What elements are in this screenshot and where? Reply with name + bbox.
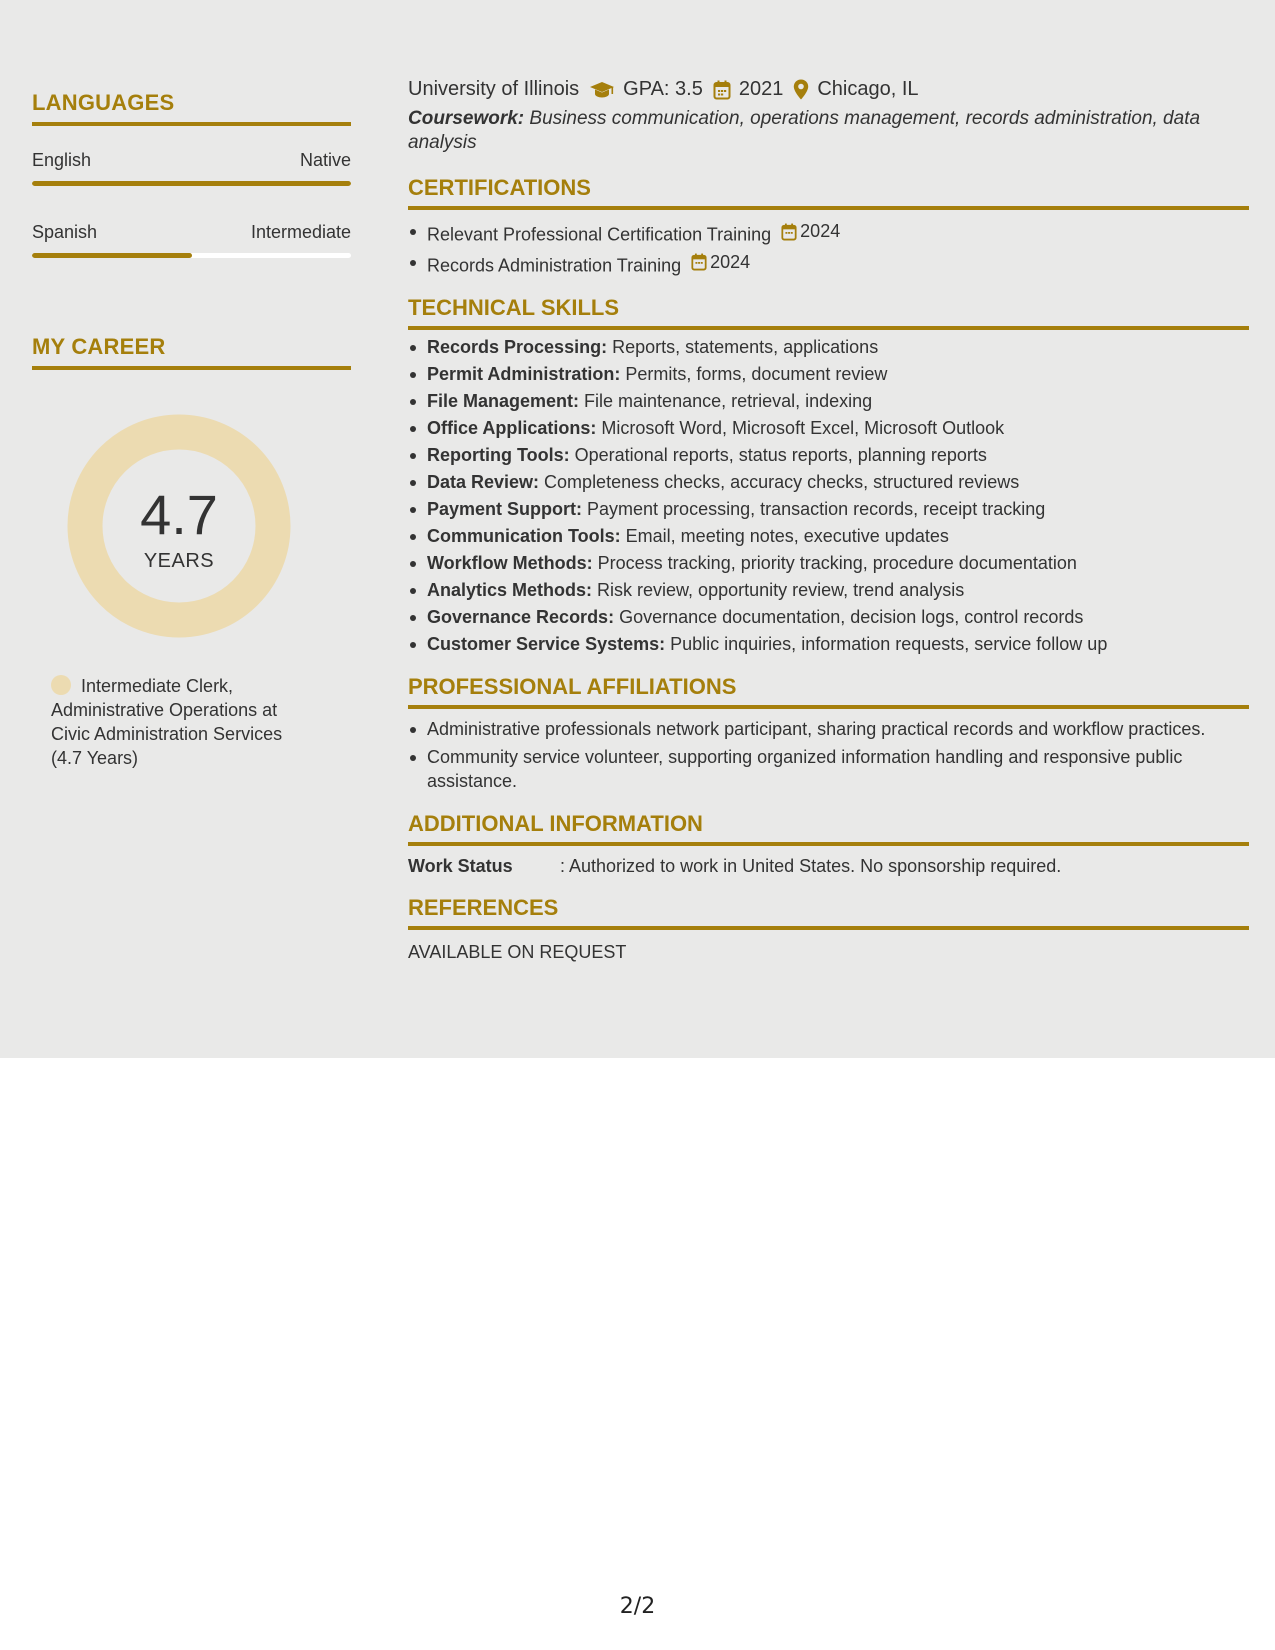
list-item bbox=[408, 218, 1249, 249]
language-proficiency-bar bbox=[32, 181, 351, 186]
skill-category: Customer Service Systems: bbox=[427, 634, 666, 654]
skill-details: Completeness checks, accuracy checks, structured reviews bbox=[539, 472, 1020, 492]
career-legend-text: Intermediate Clerk, Administrative Operations at Civic Administration Services (4.7 Years) bbox=[51, 676, 283, 768]
education-gpa: GPA: 3.5 bbox=[623, 78, 703, 100]
section-divider bbox=[408, 842, 1249, 846]
education-line bbox=[408, 78, 1249, 101]
certification-name: Relevant Professional Certification Training bbox=[427, 224, 772, 245]
list-item: Administrative professionals network participant, sharing practical records and workflow practices. bbox=[408, 717, 1249, 741]
career-donut-chart bbox=[67, 414, 291, 638]
skill-details: Public inquiries, information requests, service follow up bbox=[665, 634, 1108, 654]
skill-category: Records Processing: bbox=[427, 337, 608, 357]
skill-details: Operational reports, status reports, planning reports bbox=[569, 445, 987, 465]
graduation-cap-icon bbox=[589, 81, 615, 99]
calendar-icon bbox=[713, 80, 731, 100]
education-location: Chicago, IL bbox=[817, 78, 919, 100]
technical-skills-list bbox=[408, 334, 1249, 658]
skill-category: Communication Tools: bbox=[427, 526, 621, 546]
calendar-icon bbox=[781, 223, 797, 241]
skill-details: Microsoft Word, Microsoft Excel, Microsoft Outlook bbox=[596, 418, 1005, 438]
skill-details: Process tracking, priority tracking, procedure documentation bbox=[592, 553, 1077, 573]
map-pin-icon bbox=[793, 79, 809, 100]
language-item-english bbox=[32, 150, 351, 186]
legend-dot-icon bbox=[51, 675, 71, 695]
list-item bbox=[408, 388, 1249, 415]
affiliations-section bbox=[408, 674, 1249, 793]
references-title: REFERENCES bbox=[408, 895, 559, 920]
certifications-section bbox=[408, 175, 1249, 279]
language-proficiency-fill bbox=[32, 253, 192, 258]
affiliations-list bbox=[408, 717, 1249, 793]
skill-details: Reports, statements, applications bbox=[607, 337, 879, 357]
career-section bbox=[32, 334, 351, 370]
list-item bbox=[408, 631, 1249, 658]
language-level: Intermediate bbox=[250, 222, 351, 242]
section-divider bbox=[32, 122, 351, 126]
section-divider bbox=[408, 926, 1249, 930]
additional-info-section bbox=[408, 811, 1249, 877]
left-column bbox=[32, 90, 351, 768]
career-legend bbox=[51, 674, 311, 770]
work-status-label: Work Status bbox=[408, 856, 513, 876]
list-item bbox=[408, 550, 1249, 577]
career-title: MY CAREER bbox=[32, 334, 166, 359]
language-item-spanish bbox=[32, 222, 351, 258]
skill-details: Risk review, opportunity review, trend analysis bbox=[592, 580, 965, 600]
skill-details: Permits, forms, document review bbox=[620, 364, 888, 384]
education-coursework bbox=[408, 107, 1249, 155]
skill-category: Office Applications: bbox=[427, 418, 597, 438]
certification-year: 2024 bbox=[800, 221, 841, 241]
technical-skills-section bbox=[408, 295, 1249, 658]
affiliations-title: PROFESSIONAL AFFILIATIONS bbox=[408, 674, 737, 699]
skill-category: Payment Support: bbox=[427, 499, 583, 519]
skill-details: File maintenance, retrieval, indexing bbox=[579, 391, 873, 411]
language-proficiency-bar bbox=[32, 253, 351, 258]
additional-info-title: ADDITIONAL INFORMATION bbox=[408, 811, 703, 836]
coursework-text: Business communication, operations management, records administration, data analysis bbox=[408, 108, 1201, 153]
languages-section bbox=[32, 90, 351, 258]
certification-name: Records Administration Training bbox=[427, 255, 682, 275]
list-item bbox=[408, 334, 1249, 361]
right-column bbox=[408, 78, 1249, 963]
work-status-value: : Authorized to work in United States. No sponsorship required. bbox=[560, 856, 1062, 876]
skill-category: Permit Administration: bbox=[427, 364, 621, 384]
skill-details: Email, meeting notes, executive updates bbox=[620, 526, 949, 546]
list-item bbox=[408, 415, 1249, 442]
list-item: Community service volunteer, supporting organized information handling and responsive public assistance. bbox=[408, 745, 1249, 793]
list-item bbox=[408, 523, 1249, 550]
work-status-row bbox=[408, 856, 1249, 877]
certification-year: 2024 bbox=[710, 251, 751, 272]
technical-skills-title: TECHNICAL SKILLS bbox=[408, 295, 620, 320]
references-section bbox=[408, 895, 1249, 963]
calendar-icon bbox=[691, 253, 707, 271]
languages-title: LANGUAGES bbox=[32, 90, 175, 115]
section-divider bbox=[408, 206, 1249, 210]
language-proficiency-fill bbox=[32, 181, 351, 186]
references-text: AVAILABLE ON REQUEST bbox=[408, 942, 627, 962]
list-item bbox=[408, 249, 1249, 280]
certifications-list bbox=[408, 218, 1249, 279]
career-total-unit: YEARS bbox=[143, 550, 215, 572]
section-divider bbox=[408, 326, 1249, 330]
list-item bbox=[408, 604, 1249, 631]
skill-details: Governance documentation, decision logs, control records bbox=[614, 607, 1084, 627]
certifications-title: CERTIFICATIONS bbox=[408, 175, 591, 200]
skill-category: File Management: bbox=[427, 391, 580, 411]
education-year: 2021 bbox=[738, 78, 784, 100]
skill-category: Reporting Tools: bbox=[427, 445, 570, 465]
language-name: Spanish bbox=[32, 222, 98, 242]
coursework-label: Coursework: bbox=[408, 108, 525, 129]
list-item bbox=[408, 361, 1249, 388]
career-total-value: 4.7 bbox=[140, 483, 218, 546]
page-number: 2/2 bbox=[619, 1594, 656, 1619]
section-divider bbox=[32, 366, 351, 370]
skill-details: Payment processing, transaction records, receipt tracking bbox=[582, 499, 1046, 519]
education-school: University of Illinois bbox=[408, 78, 580, 100]
skill-category: Data Review: bbox=[427, 472, 540, 492]
list-item bbox=[408, 577, 1249, 604]
language-name: English bbox=[32, 150, 92, 170]
language-level: Native bbox=[299, 150, 351, 170]
skill-category: Analytics Methods: bbox=[427, 580, 593, 600]
skill-category: Workflow Methods: bbox=[427, 553, 593, 573]
skill-category: Governance Records: bbox=[427, 607, 615, 627]
section-divider bbox=[408, 705, 1249, 709]
list-item bbox=[408, 469, 1249, 496]
list-item bbox=[408, 496, 1249, 523]
list-item bbox=[408, 442, 1249, 469]
